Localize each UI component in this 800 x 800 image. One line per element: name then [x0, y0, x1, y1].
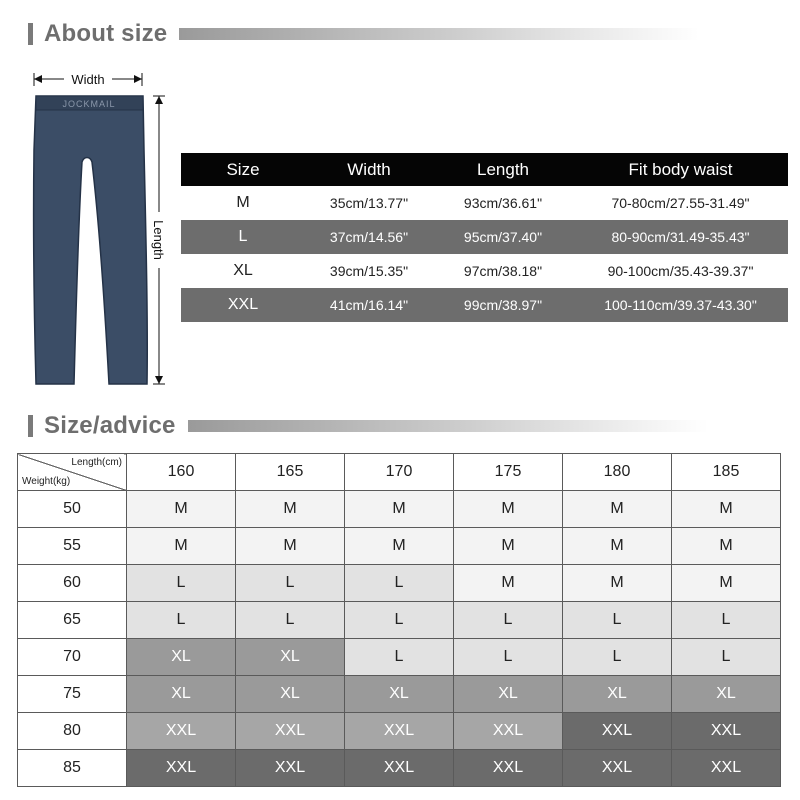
advice-row [18, 528, 781, 565]
size-recommendation-cell: M [454, 491, 563, 528]
header-accent-bar [28, 23, 33, 45]
size-recommendation-cell: L [127, 565, 236, 602]
weight-axis-label: Weight(kg) [22, 476, 71, 487]
size-recommendation-cell: L [454, 639, 563, 676]
length-arrow-down-icon [155, 376, 163, 384]
size-recommendation-cell: XL [127, 639, 236, 676]
size-recommendation-cell: L [127, 602, 236, 639]
size-recommendation-cell: XXL [345, 750, 454, 787]
size-recommendation-cell: M [236, 491, 345, 528]
advice-row [18, 676, 781, 713]
size-recommendation-cell: L [236, 565, 345, 602]
width-cell: 35cm/13.77" [305, 186, 433, 220]
size-recommendation-cell: XXL [127, 750, 236, 787]
size-recommendation-cell: XXL [236, 713, 345, 750]
size-cell: M [181, 186, 305, 220]
size-recommendation-cell: L [563, 639, 672, 676]
size-recommendation-cell: L [672, 639, 781, 676]
size-recommendation-cell: XL [672, 676, 781, 713]
length-column-header: 170 [345, 454, 454, 491]
size-recommendation-cell: XXL [563, 750, 672, 787]
length-cell: 93cm/36.61" [433, 186, 573, 220]
header-fade-line [188, 420, 708, 432]
size-recommendation-cell: XL [563, 676, 672, 713]
about-size-title: About size [44, 20, 168, 47]
advice-body [18, 491, 781, 787]
size-recommendation-cell: M [127, 528, 236, 565]
size-advice-table [17, 453, 781, 787]
advice-row [18, 565, 781, 602]
weight-row-header: 85 [18, 750, 127, 787]
length-cell: 97cm/38.18" [433, 254, 573, 288]
size-recommendation-cell: M [563, 491, 672, 528]
size-recommendation-cell: M [563, 528, 672, 565]
size-row-xxl [181, 288, 788, 322]
length-column-header: 180 [563, 454, 672, 491]
length-column-header: 165 [236, 454, 345, 491]
size-row-xl [181, 254, 788, 288]
waist-cell: 100-110cm/39.37-43.30" [573, 288, 788, 322]
size-recommendation-cell: XXL [454, 713, 563, 750]
size-recommendation-cell: L [345, 565, 454, 602]
header-fade-line [179, 28, 699, 40]
size-recommendation-cell: XXL [345, 713, 454, 750]
size-recommendation-cell: L [345, 602, 454, 639]
width-label: Width [71, 72, 105, 87]
waist-cell: 70-80cm/27.55-31.49" [573, 186, 788, 220]
about-size-header [28, 20, 699, 48]
size-recommendation-cell: M [672, 528, 781, 565]
weight-row-header: 75 [18, 676, 127, 713]
size-advice-title: Size/advice [44, 412, 176, 439]
size-recommendation-cell: M [127, 491, 236, 528]
size-table [181, 153, 788, 322]
size-recommendation-cell: M [563, 565, 672, 602]
size-cell: L [181, 220, 305, 254]
leggings-diagram [28, 60, 178, 400]
length-header: Length [433, 153, 573, 186]
fit-body-waist-header: Fit body waist [573, 153, 788, 186]
weight-row-header: 80 [18, 713, 127, 750]
size-recommendation-cell: L [236, 602, 345, 639]
size-recommendation-cell: XXL [563, 713, 672, 750]
size-table-header-row [181, 153, 788, 186]
length-label: Length [151, 220, 166, 260]
size-recommendation-cell: L [345, 639, 454, 676]
brand-logo: JOCKMAIL [62, 99, 116, 109]
size-recommendation-cell: XXL [454, 750, 563, 787]
size-recommendation-cell: XL [127, 676, 236, 713]
size-recommendation-cell: M [454, 565, 563, 602]
size-recommendation-cell: XXL [672, 750, 781, 787]
size-recommendation-cell: XXL [127, 713, 236, 750]
length-column-header: 160 [127, 454, 236, 491]
size-cell: XXL [181, 288, 305, 322]
size-recommendation-cell: XL [454, 676, 563, 713]
leggings-shape [34, 96, 148, 384]
weight-row-header: 55 [18, 528, 127, 565]
waist-cell: 80-90cm/31.49-35.43" [573, 220, 788, 254]
length-arrow-up-icon [155, 96, 163, 104]
size-recommendation-cell: XL [345, 676, 454, 713]
width-arrow-right-icon [134, 75, 142, 83]
advice-row [18, 639, 781, 676]
size-recommendation-cell: L [563, 602, 672, 639]
advice-row [18, 602, 781, 639]
size-header: Size [181, 153, 305, 186]
size-recommendation-cell: M [672, 491, 781, 528]
width-arrow-left-icon [34, 75, 42, 83]
advice-header-row [18, 454, 781, 491]
size-cell: XL [181, 254, 305, 288]
length-axis-label: Length(cm) [71, 457, 122, 468]
header-accent-bar [28, 415, 33, 437]
width-header: Width [305, 153, 433, 186]
size-row-m [181, 186, 788, 220]
size-recommendation-cell: M [345, 528, 454, 565]
length-cell: 99cm/38.97" [433, 288, 573, 322]
weight-row-header: 60 [18, 565, 127, 602]
size-recommendation-cell: M [236, 528, 345, 565]
size-recommendation-cell: L [672, 602, 781, 639]
size-recommendation-cell: M [454, 528, 563, 565]
waist-cell: 90-100cm/35.43-39.37" [573, 254, 788, 288]
width-cell: 39cm/15.35" [305, 254, 433, 288]
size-advice-header [28, 412, 708, 440]
size-recommendation-cell: M [345, 491, 454, 528]
length-column-header: 175 [454, 454, 563, 491]
advice-row [18, 713, 781, 750]
size-row-l [181, 220, 788, 254]
size-recommendation-cell: XXL [236, 750, 345, 787]
corner-cell [18, 454, 127, 491]
weight-row-header: 70 [18, 639, 127, 676]
weight-row-header: 65 [18, 602, 127, 639]
width-cell: 37cm/14.56" [305, 220, 433, 254]
width-cell: 41cm/16.14" [305, 288, 433, 322]
length-column-header: 185 [672, 454, 781, 491]
leggings-illustration [28, 60, 178, 400]
advice-row [18, 491, 781, 528]
size-recommendation-cell: XL [236, 676, 345, 713]
length-cell: 95cm/37.40" [433, 220, 573, 254]
size-recommendation-cell: L [454, 602, 563, 639]
size-recommendation-cell: M [672, 565, 781, 602]
weight-row-header: 50 [18, 491, 127, 528]
size-recommendation-cell: XL [236, 639, 345, 676]
advice-row [18, 750, 781, 787]
size-recommendation-cell: XXL [672, 713, 781, 750]
